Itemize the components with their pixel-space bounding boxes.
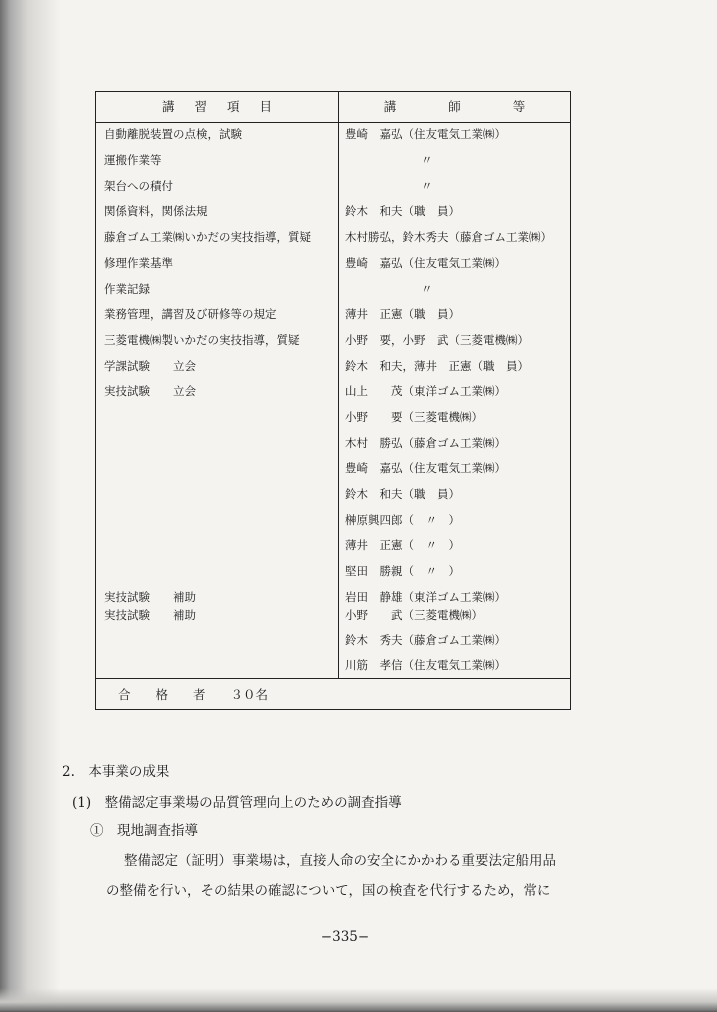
lecture-item: 学課試験 立会 — [104, 359, 196, 373]
instructor: 小野 武（三菱電機㈱） — [345, 608, 483, 622]
header-char: 項 — [227, 99, 240, 114]
header-char: 習 — [194, 99, 207, 114]
scan-shadow-bottom — [0, 988, 717, 1012]
lecture-item: 実技試験 補助 — [104, 608, 196, 622]
header-char: 師 — [448, 99, 461, 114]
header-instructors — [339, 92, 570, 122]
instructor: 鈴木 和夫（職 員） — [345, 204, 460, 218]
instructor: 木村 勝弘（藤倉ゴム工業㈱） — [345, 436, 506, 450]
instructor: 鈴木 秀夫（藤倉ゴム工業㈱） — [345, 633, 506, 647]
instructor: 川筋 孝信（住友電気工業㈱） — [345, 658, 506, 672]
paragraph-line: 整備認定（証明）事業場は，直接人命の安全にかかわる重要法定船用品 — [124, 853, 556, 869]
subsection-heading: (1) 整備認定事業場の品質管理向上のための調査指導 — [72, 795, 402, 811]
paragraph-line: の整備を行い，その結果の確認について，国の検査を代行するため，常に — [106, 883, 551, 899]
instructor: 山上 茂（東洋ゴム工業㈱） — [345, 384, 506, 398]
lecture-table — [95, 91, 571, 710]
instructor: 豊崎 嘉弘（住友電気工業㈱） — [345, 461, 506, 475]
instructor: 鈴木 和夫，薄井 正憲（職 員） — [345, 359, 529, 373]
instructor: 木村勝弘，鈴木秀夫（藤倉ゴム工業㈱） — [345, 230, 552, 244]
passed-count: 合 格 者 ３０名 — [118, 687, 269, 702]
instructor: 薄井 正憲（ 〃 ） — [345, 538, 460, 552]
instructor: 薄井 正憲（職 員） — [345, 307, 460, 321]
header-char: 講 — [161, 99, 175, 114]
lecture-item: 三菱電機㈱製いかだの実技指導，質疑 — [104, 333, 300, 347]
section-heading: 2. 本事業の成果 — [62, 764, 170, 780]
lecture-item: 関係資料，関係法規 — [104, 204, 208, 218]
lecture-item: 修理作業基準 — [104, 256, 173, 270]
lecture-item: 架台への積付 — [104, 179, 173, 193]
lecture-item: 作業記録 — [104, 282, 150, 296]
lecture-item: 実技試験 補助 — [104, 590, 196, 604]
lecture-item: 運搬作業等 — [104, 153, 162, 167]
lecture-item: 藤倉ゴム工業㈱いかだの実技指導，質疑 — [104, 230, 311, 244]
instructor: 豊崎 嘉弘（住友電気工業㈱） — [345, 256, 506, 270]
table-footer-row — [96, 678, 570, 710]
instructor: 榊原興四郎（ 〃 ） — [345, 513, 460, 527]
instructor-ditto: 〃 — [421, 179, 433, 193]
header-char: 目 — [259, 99, 273, 114]
column-divider — [338, 92, 339, 678]
instructor: 岩田 静雄（東洋ゴム工業㈱） — [345, 590, 506, 604]
instructor: 小野 要，小野 武（三菱電機㈱） — [345, 333, 529, 347]
lecture-item: 実技試験 立会 — [104, 384, 196, 398]
page-number: −335− — [320, 929, 370, 945]
header-char: 等 — [512, 99, 526, 114]
instructor: 豊崎 嘉弘（住友電気工業㈱） — [345, 127, 506, 141]
scan-shadow-left — [0, 0, 60, 1012]
instructor-ditto: 〃 — [421, 282, 433, 296]
instructor: 小野 要（三菱電機㈱） — [345, 410, 483, 424]
instructor: 堅田 勝親（ 〃 ） — [345, 564, 460, 578]
instructor: 鈴木 和夫（職 員） — [345, 487, 460, 501]
lecture-item: 自動離脱装置の点検，試験 — [104, 127, 242, 141]
lecture-item: 業務管理，講習及び研修等の規定 — [104, 307, 277, 321]
instructor-ditto: 〃 — [421, 153, 433, 167]
item-heading: ① 現地調査指導 — [90, 823, 198, 839]
header-lecture-items — [96, 92, 338, 122]
header-char: 講 — [383, 99, 397, 114]
